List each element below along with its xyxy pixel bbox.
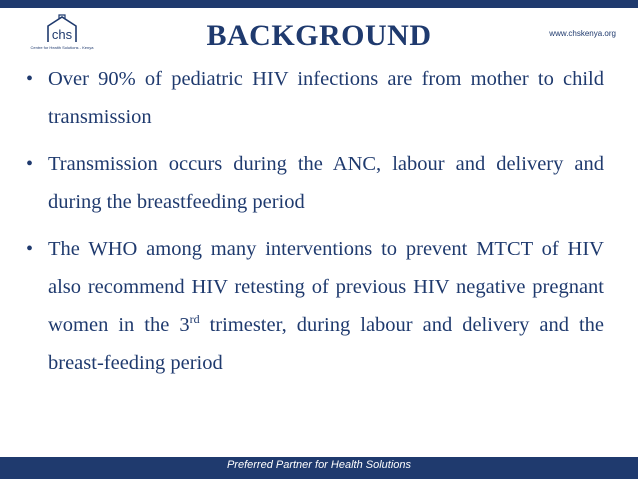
bullet-list [24, 60, 604, 391]
chs-logo-icon [22, 12, 102, 52]
bullet-item [24, 145, 604, 221]
bullet-dot-icon: • [26, 238, 34, 260]
page-title: BACKGROUND [206, 19, 432, 52]
logo-text: chs [51, 27, 73, 42]
footer-band [0, 457, 638, 479]
ordinal-suffix: rd [189, 312, 200, 327]
bullet-text-continued: trimester, during labour and delivery and the breast-feeding period [48, 314, 605, 374]
bullet-dot-icon: • [26, 153, 34, 175]
bullet-text: Transmission occurs during the ANC, labour and delivery and during the breastfeeding period [48, 153, 604, 213]
bullet-text: The WHO among many interventions to prevent MTCT of HIV also recommend HIV retesting of previous HIV negative pregnant women in the 3 [48, 238, 604, 336]
bullet-text: Over 90% of pediatric HIV infections are from mother to child transmission [48, 68, 604, 128]
logo-subtitle: Centre for Health Solutions - Kenya [30, 45, 94, 50]
bullet-dot-icon: • [26, 68, 34, 90]
website-link[interactable]: www.chskenya.org [549, 29, 616, 38]
top-band [0, 0, 638, 8]
bullet-item [24, 230, 604, 382]
bullet-item [24, 60, 604, 136]
footer-tagline: Preferred Partner for Health Solutions [226, 459, 412, 471]
